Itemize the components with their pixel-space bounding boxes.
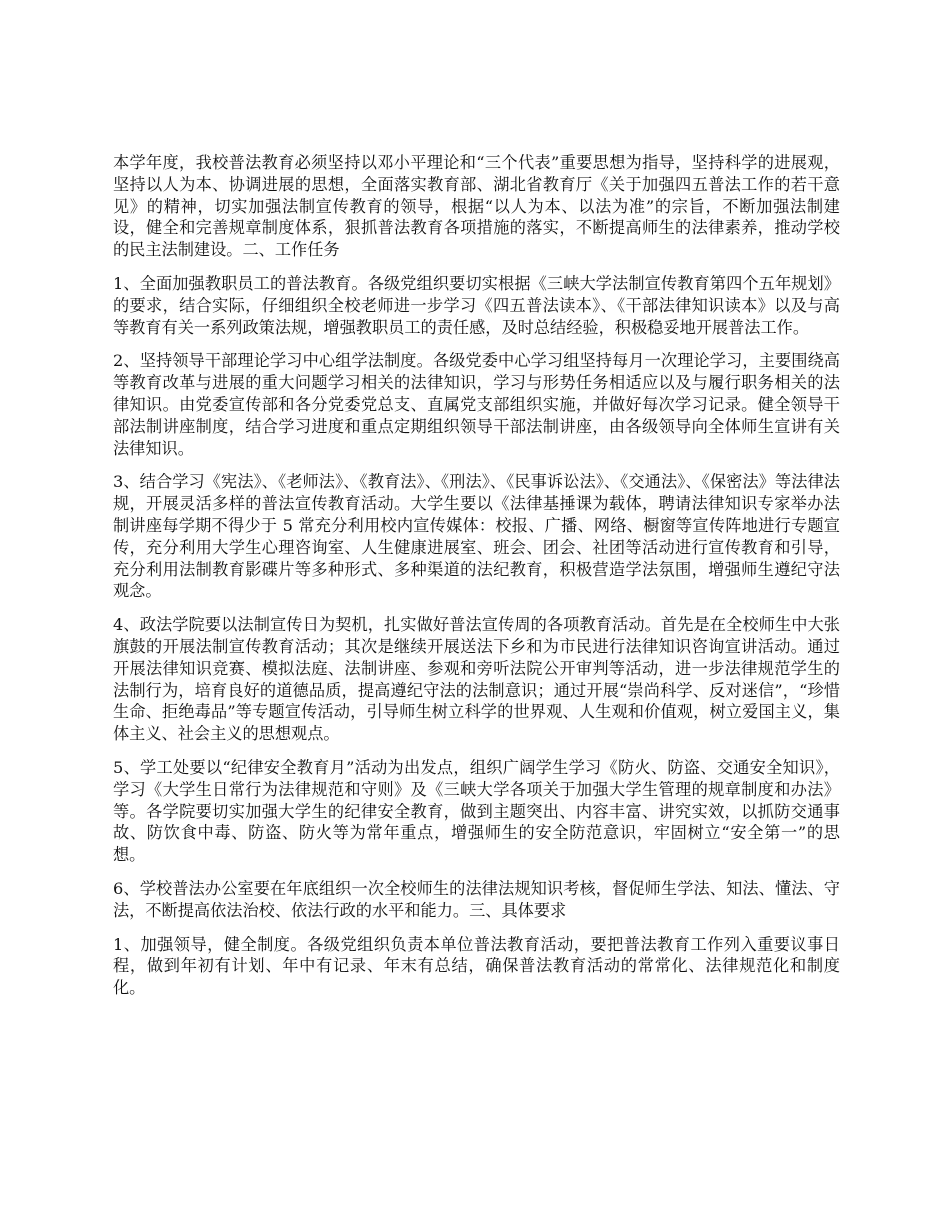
paragraph-task-5: 5、学工处要以“纪律安全教育月”活动为出发点，组织广阔学生学习《防火、防盗、交通安全知识》，学习《大学生日常行为法律规范和守则》及《三峡大学各项关于加强大学生管理的规章制度和办法》等。各学院要切实加强大学生的纪律安全教育，做到主题突出、内容丰富、讲究实效，以抓防交通事故、防饮食中毒、防盗、防火等为常年重点，增强师生的安全防范意识，牢固树立“安全第一”的思想。 [113, 757, 840, 865]
paragraph-task-1: 1、全面加强教职员工的普法教育。各级党组织要切实根据《三峡大学法制宣传教育第四个五年规划》的要求，结合实际，仔细组织全校老师进一步学习《四五普法读本》、《干部法律知识读本》以及与高等教育有关一系列政策法规，增强教职员工的责任感，及时总结经验，积极稳妥地开展普法工作。 [113, 273, 840, 337]
paragraph-task-2: 2、坚持领导干部理论学习中心组学法制度。各级党委中心学习组坚持每月一次理论学习，主要围绕高等教育改革与进展的重大问题学习相关的法律知识，学习与形势任务相适应以及与履行职务相关的法律知识。由党委宣传部和各分党委党总支、直属党支部组织实施，并做好每次学习记录。健全领导干部法制讲座制度，结合学习进度和重点定期组织领导干部法制讲座，由各级领导向全体师生宣讲有关法律知识。 [113, 351, 840, 458]
paragraph-task-6: 6、学校普法办公室要在年底组织一次全校师生的法律法规知识考核，督促师生学法、知法、懂法、守法，不断提高依法治校、依法行政的水平和能力。三、具体要求 [113, 878, 840, 920]
paragraph-requirement-1: 1、加强领导，健全制度。各级党组织负责本单位普法教育活动，要把普法教育工作列入重要议事日程，做到年初有计划、年中有记录、年末有总结，确保普法教育活动的常常化、法律规范化和制度化。 [113, 934, 840, 998]
paragraph-task-3: 3、结合学习《宪法》、《老师法》、《教育法》、《刑法》、《民事诉讼法》、《交通法》、《保密法》等法律法规，开展灵活多样的普法宣传教育活动。大学生要以《法律基捶课为载体，聘请法律知识专家举办法制讲座每学期不得少于 5 常充分利用校内宣传媒体：校报、广播、网络、橱窗等宣传阵地进行专题宣传，充分利用大学生心理咨询室、人生健康进展室、班会、团会、社团等活动进行宣传教育和引导，充分利用法制教育影碟片等多种形式、多种渠道的法纪教育，积极营造学法氛围，增强师生遵纪守法观念。 [113, 472, 840, 601]
paragraph-intro: 本学年度，我校普法教育必须坚持以邓小平理论和“三个代表”重要思想为指导，坚持科学的进展观，坚持以人为本、协调进展的思想，全面落实教育部、湖北省教育厅《关于加强四五普法工作的若干意见》的精神，切实加强法制宣传教育的领导，根据“以人为本、以法为准”的宗旨，不断加强法制建设，健全和完善规章制度体系，狠抓普法教育各项措施的落实，不断提高师生的法律素养，推动学校的民主法制建设。二、工作任务 [113, 153, 840, 260]
document-body [113, 152, 840, 1011]
paragraph-task-4: 4、政法学院要以法制宣传日为契机，扎实做好普法宣传周的各项教育活动。首先是在全校师生中大张旗鼓的开展法制宣传教育活动；其次是继续开展送法下乡和为市民进行法律知识咨询宣讲活动。通过开展法律知识竞赛、模拟法庭、法制讲座、参观和旁听法院公开审判等活动，进一步法律规范学生的法制行为，培育良好的道德品质，提高遵纪守法的法制意识；通过开展“崇尚科学、反对迷信”，“珍惜生命、拒绝毒品”等专题宣传活动，引导师生树立科学的世界观、人生观和价值观，树立爱国主义，集体主义、社会主义的思想观点。 [113, 615, 840, 744]
